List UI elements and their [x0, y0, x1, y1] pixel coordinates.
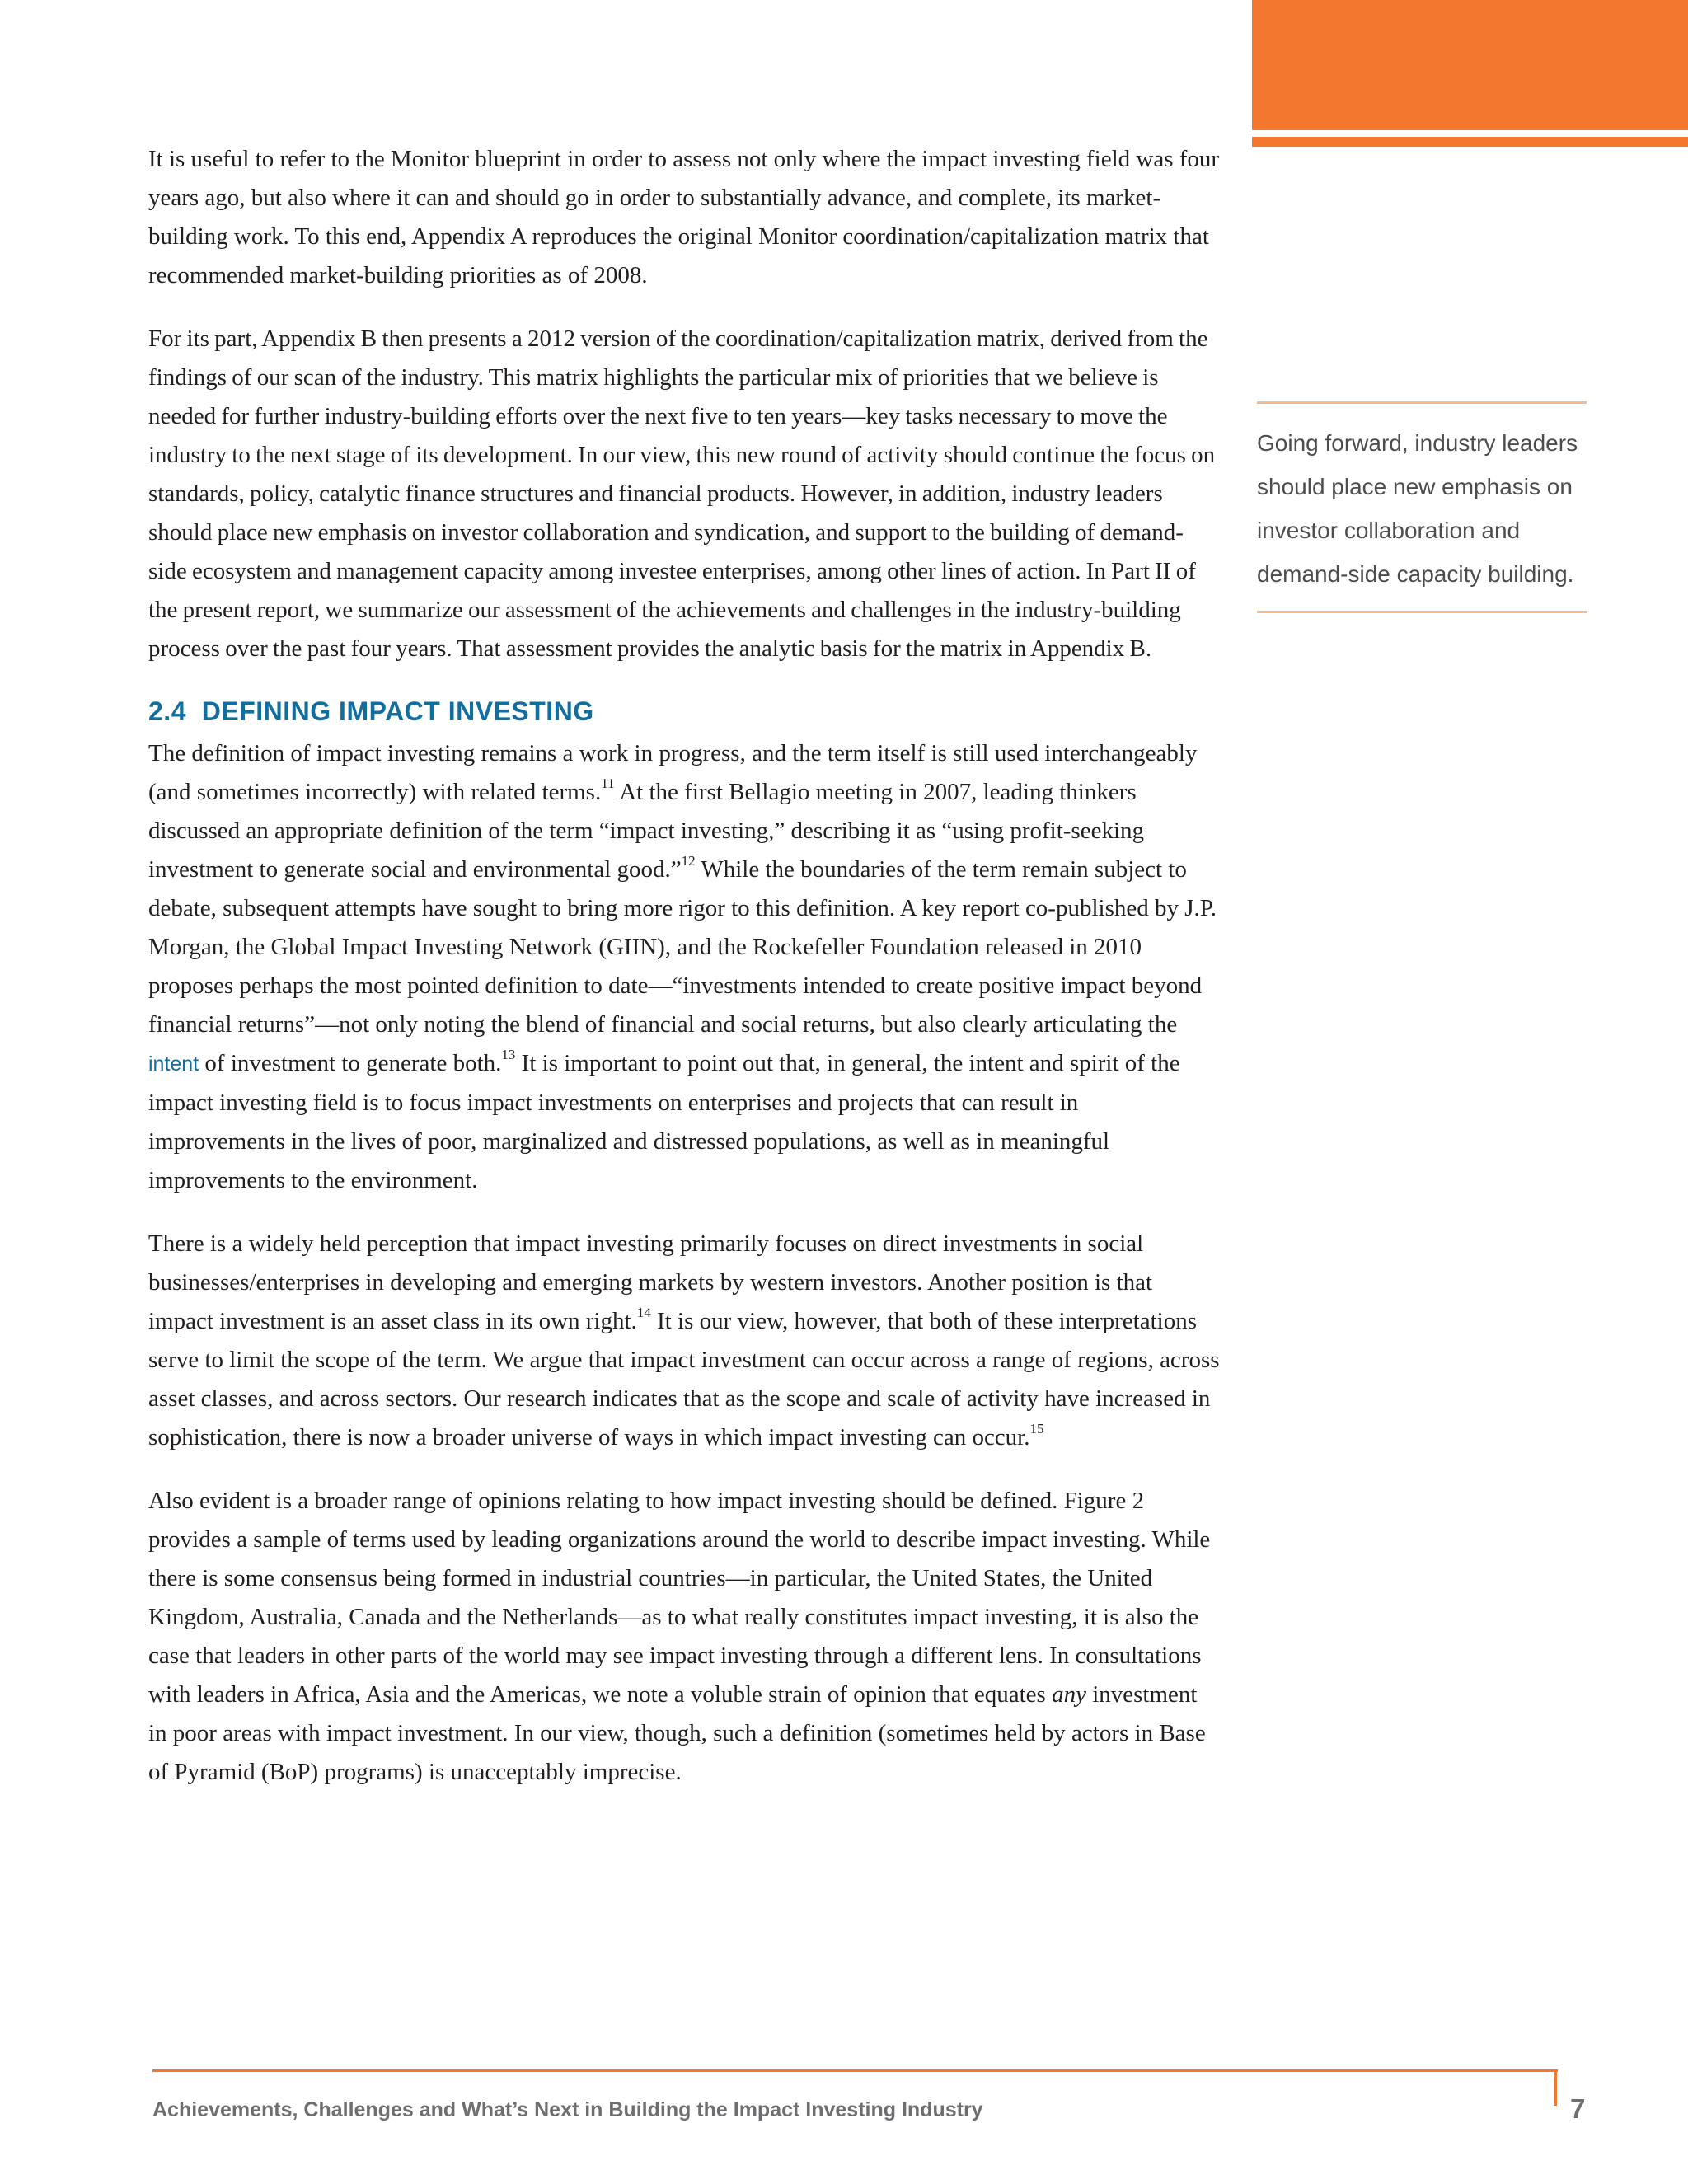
footnote-ref-13[interactable]: 13	[501, 1047, 516, 1063]
paragraph-4-text: It is our view, however, that both of these interpretations serve to limit the scope of the term. We argue that impact investment can occur across a range of regions, across asset classes, and across sectors. Our research indicates that as the scope and scale of activity have increased in sophistication, there is now a broader universe of ways in which impact investing can occur.	[148, 1308, 1220, 1451]
pull-quote-text: Going forward, industry leaders should place new emphasis on investor collaboration and demand-side capacity building.	[1257, 430, 1578, 587]
corner-accent-block	[1252, 0, 1688, 130]
pull-quote	[1257, 401, 1587, 613]
paragraph-5-text: investment in poor areas with impact investment. In our view, though, such a definition (sometimes held by actors in Base of Pyramid (BoP) programs) is unacceptably imprecise.	[148, 1681, 1206, 1785]
paragraph-3	[148, 734, 1220, 1200]
section-heading	[148, 695, 1220, 728]
footnote-ref-14[interactable]: 14	[636, 1305, 651, 1321]
footnote-ref-15[interactable]: 15	[1029, 1421, 1044, 1437]
paragraph-3-text: It is important to point out that, in general, the intent and spirit of the impact investing field is to focus impact investments on enterprises and projects that can result in improvements in the lives of poor, marginalized and distressed populations, as well as in meaningful improvements to the environment.	[148, 1050, 1180, 1193]
paragraph-1: It is useful to refer to the Monitor blueprint in order to assess not only where the impact investing field was four years ago, but also where it can and should go in order to substantially advance, and complete, its market-building work. To this end, Appendix A reproduces the original Monitor coordination/capitalization matrix that recommended market-building priorities as of 2008.	[148, 146, 1220, 288]
paragraph-2: For its part, Appendix B then presents a 2012 version of the coordination/capitalization matrix, derived from the findings of our scan of the industry. This matrix highlights the particular mix of priorities that we believe is needed for further industry-building efforts over the next five to ten years—key tasks necessary to move the industry to the next stage of its development. In our view, this new round of activity should continue the focus on standards, policy, catalytic finance structures and financial products. However, in addition, industry leaders should place new emphasis on investor collaboration and syndication, and support to the building of demand-side ecosystem and management capacity among investee enterprises, among other lines of action. In Part II of the present report, we summarize our assessment of the achievements and challenges in the industry-building process over the past four years. That assessment provides the analytic basis for the matrix in Appendix B.	[148, 326, 1216, 662]
footer-rule	[152, 2069, 1558, 2072]
main-content	[148, 140, 1220, 1792]
emphasis-any: any	[1052, 1681, 1086, 1708]
paragraph-5-text: Also evident is a broader range of opinions relating to how impact investing should be defined. Figure 2 provides a sample of terms used by leading organizations around the world to describe impact investing. While there is some consensus being formed in industrial countries—in particular, the United States, the United Kingdom, Australia, Canada and the Netherlands—as to what really constitutes impact investing, it is also the case that leaders in other parts of the world may see impact investing through a different lens. In consultations with leaders in Africa, Asia and the Americas, we note a voluble strain of opinion that equates	[148, 1488, 1211, 1708]
footer-rule-tick	[1554, 2069, 1557, 2106]
paragraph-3-text: At the first Bellagio meeting in 2007, leading thinkers discussed an appropriate definition of the term “impact investing,” describing it as “using profit-seeking investment to generate social and environmental good.”	[148, 779, 1145, 883]
paragraph-4-text: There is a widely held perception that impact investing primarily focuses on direct investments in social businesses/enterprises in developing and emerging markets by western investors. Another position is that impact investment is an asset class in its own right.	[148, 1230, 1153, 1334]
paragraph-3-text: of investment to generate both.	[199, 1050, 502, 1076]
footnote-ref-11[interactable]: 11	[601, 776, 615, 792]
paragraph-3-text: The definition of impact investing remains a work in progress, and the term itself is still used interchangeably (and sometimes incorrectly) with related terms.	[148, 740, 1198, 805]
paragraph-3-text: While the boundaries of the term remain subject to debate, subsequent attempts have sought to bring more rigor to this definition. A key report co-published by J.P. Morgan, the Global Impact Investing Network (GIIN), and the Rockefeller Foundation released in 2010 proposes perhaps the most pointed definition to date—“investments intended to create positive impact beyond financial returns”—not only noting the blend of financial and social returns, but also clearly articulating the	[148, 856, 1217, 1038]
section-number: 2.4	[148, 696, 186, 726]
paragraph-5	[148, 1482, 1220, 1792]
page-number: 7	[1570, 2093, 1586, 2124]
footnote-ref-12[interactable]: 12	[681, 853, 696, 869]
footer-title: Achievements, Challenges and What’s Next in Building the Impact Investing Industry	[152, 2098, 983, 2121]
corner-accent-line	[1252, 137, 1688, 147]
intent-term: intent	[148, 1052, 199, 1076]
paragraph-4	[148, 1225, 1220, 1457]
section-title: DEFINING IMPACT INVESTING	[201, 696, 594, 726]
